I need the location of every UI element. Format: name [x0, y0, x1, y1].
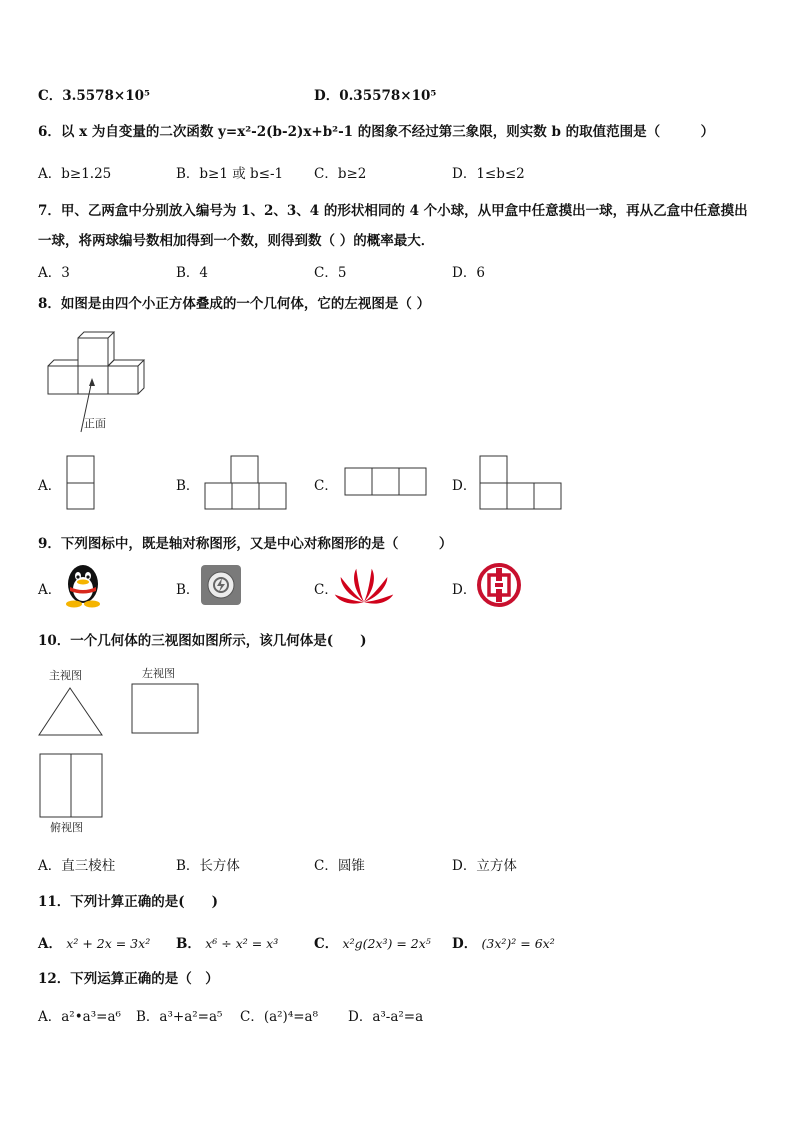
q7-option-a: A．3 — [38, 265, 70, 281]
q9-option-b-label: B． — [176, 582, 200, 598]
q5-option-c: C．3.5578×10⁵ — [38, 88, 150, 104]
main-view-label: 主视图 — [49, 669, 82, 682]
q8-option-a-figure — [66, 455, 96, 511]
q5-option-d: D．0.35578×10⁵ — [314, 88, 437, 104]
q8-option-d-label: D． — [452, 478, 477, 494]
q6-option-c: C．b≥2 — [314, 166, 367, 182]
q8-option-b-label: B． — [176, 478, 200, 494]
q9-option-a-label: A． — [38, 582, 62, 598]
q12-option-b: B．a³+a²=a⁵ — [136, 1009, 223, 1025]
q6-stem: 6．以 x 为自变量的二次函数 y=x²-2(b-2)x+b²-1 的图象不经过第三象限，则实数 b 的取值范围是（ ） — [38, 124, 715, 140]
q12-option-d: D．a³-a²=a — [348, 1009, 424, 1025]
q8-stem: 8．如图是由四个小正方体叠成的一个几何体，它的左视图是（ ） — [38, 296, 431, 312]
q8-option-d-figure — [479, 455, 563, 511]
q6-option-d: D．1≤b≤2 — [452, 166, 525, 182]
q7-option-c: C．5 — [314, 265, 347, 281]
q8-option-c-label: C． — [314, 478, 338, 494]
q7-option-b: B．4 — [176, 265, 209, 281]
q10-stem: 10．一个几何体的三视图如图所示，该几何体是( ) — [38, 633, 367, 649]
q10-option-b: B．长方体 — [176, 858, 240, 874]
power-button-icon — [200, 564, 242, 606]
q10-option-c: C．圆锥 — [314, 858, 365, 874]
q7-stem-line1: 7．甲、乙两盒中分别放入编号为 1、2、3、4 的形状相同的 4 个小球，从甲盒中任意摸出一球，再从乙盒中任意摸出 — [38, 203, 748, 219]
q11-stem: 11．下列计算正确的是( ) — [38, 894, 219, 910]
q7-stem-line2: 一球，将两球编号数相加得到一个数，则得到数（ ）的概率最大． — [38, 233, 435, 249]
q10-option-a: A．直三棱柱 — [38, 858, 116, 874]
q12-option-a: A．a²•a³=a⁶ — [38, 1009, 121, 1025]
icbc-logo-icon — [477, 563, 521, 607]
q8-option-c-figure — [344, 467, 428, 497]
q11-option-a: A． x² + 2x = 3x² — [38, 936, 151, 952]
q8-front-label: 正面 — [84, 417, 106, 430]
q8-option-a-label: A． — [38, 478, 62, 494]
q9-stem: 9．下列图标中，既是轴对称图形，又是中心对称图形的是（ ） — [38, 536, 453, 552]
q12-option-c: C．(a²)⁴=a⁸ — [240, 1009, 319, 1025]
q11-option-b: B． x⁶ ÷ x² = x³ — [176, 936, 279, 952]
q6-option-b: B．b≥1 或 b≤-1 — [176, 166, 284, 182]
q8-option-b-figure — [204, 455, 288, 511]
qq-penguin-icon — [60, 560, 106, 608]
huawei-logo-icon — [340, 564, 388, 606]
q11-option-c: C． x²g(2x³) = 2x⁵ — [314, 936, 431, 952]
q9-option-d-label: D． — [452, 582, 477, 598]
q7-option-d: D．6 — [452, 265, 485, 281]
q9-option-c-label: C． — [314, 582, 338, 598]
q10-option-d: D．立方体 — [452, 858, 517, 874]
left-view-label: 左视图 — [142, 667, 175, 680]
q10-three-views — [36, 666, 216, 846]
q11-option-d: D． (3x²)² = 6x² — [452, 936, 555, 952]
q8-solid-figure — [44, 332, 154, 442]
q12-stem: 12．下列运算正确的是（ ） — [38, 971, 219, 987]
top-view-label: 俯视图 — [50, 821, 83, 834]
q6-option-a: A．b≥1.25 — [38, 166, 112, 182]
